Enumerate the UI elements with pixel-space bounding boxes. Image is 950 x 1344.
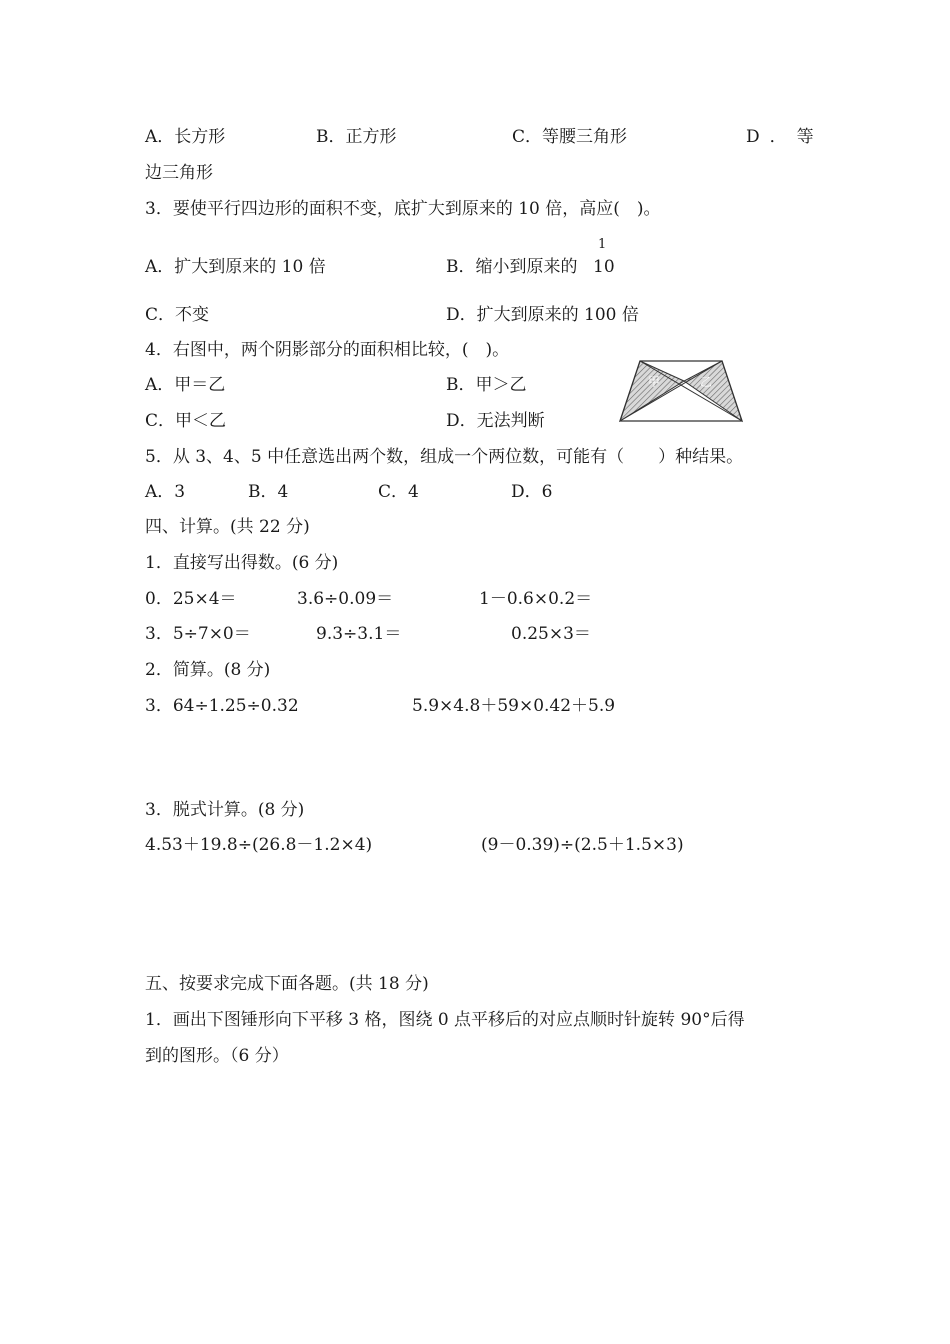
calc-r1-1: 0．25×4＝ bbox=[145, 589, 237, 609]
section5-part1-line1: 1．画出下图锤形向下平移 3 格，图绕 0 点平移后的对应点顺时针旋转 90°后得 bbox=[145, 1010, 745, 1030]
q4-stem: 4．右图中，两个阴影部分的面积相比较，( )。 bbox=[145, 340, 510, 360]
calc-r2-1: 3．5÷7×0＝ bbox=[145, 624, 251, 644]
q5-stem: 5．从 3、4、5 中任意选出两个数，组成一个两位数，可能有（ ）种结果。 bbox=[145, 447, 744, 467]
q3-stem: 3．要使平行四边形的面积不变，底扩大到原来的 10 倍，高应( )。 bbox=[145, 199, 661, 219]
label-jia: 甲 bbox=[648, 375, 661, 389]
section4-part2-title: 2．简算。(8 分) bbox=[145, 660, 271, 680]
trapezoid-figure bbox=[616, 356, 746, 426]
q3-option-d: D．扩大到原来的 100 倍 bbox=[446, 305, 639, 325]
q4-option-d: D．无法判断 bbox=[446, 411, 545, 431]
simplify-item-1: 3．64÷1.25÷0.32 bbox=[145, 696, 299, 716]
label-yi: 乙 bbox=[700, 375, 713, 389]
q2-option-c: C．等腰三角形 bbox=[512, 127, 628, 147]
q4-option-a: A．甲＝乙 bbox=[145, 375, 226, 395]
calc-r2-3: 0.25×3＝ bbox=[511, 624, 591, 644]
q2-option-d-prefix: D．等 bbox=[746, 127, 824, 147]
q5-option-b: B．4 bbox=[248, 482, 289, 502]
simplify-item-2: 5.9×4.8＋59×0.42＋5.9 bbox=[412, 696, 616, 716]
calc-r2-2: 9.3÷3.1＝ bbox=[316, 624, 402, 644]
q2-option-a: A．长方形 bbox=[145, 127, 226, 147]
q5-option-c: C．4 bbox=[378, 482, 419, 502]
q2-option-b: B．正方形 bbox=[316, 127, 397, 147]
q3-option-a: A．扩大到原来的 10 倍 bbox=[145, 257, 326, 277]
q5-option-a: A．3 bbox=[145, 482, 186, 502]
calc-r1-2: 3.6÷0.09＝ bbox=[297, 589, 394, 609]
section4-title: 四、计算。(共 22 分) bbox=[145, 517, 310, 537]
q4-option-c: C．甲＜乙 bbox=[145, 411, 227, 431]
q2-option-d-wrap: 边三角形 bbox=[145, 163, 213, 183]
section4-part3-title: 3．脱式计算。(8 分) bbox=[145, 800, 305, 820]
section5-part1-line2: 到的图形。（6 分） bbox=[145, 1046, 289, 1066]
q4-option-b: B．甲＞乙 bbox=[446, 375, 527, 395]
q5-option-d: D．6 bbox=[511, 482, 553, 502]
q3-fraction-denominator: 10 bbox=[593, 257, 615, 277]
q3-fraction-numerator: 1 bbox=[598, 237, 607, 252]
q3-option-c: C．不变 bbox=[145, 305, 210, 325]
stepwise-item-2: (9－0.39)÷(2.5＋1.5×3) bbox=[481, 835, 684, 855]
stepwise-item-1: 4.53＋19.8÷(26.8－1.2×4) bbox=[145, 835, 373, 855]
calc-r1-3: 1－0.6×0.2＝ bbox=[479, 589, 593, 609]
section4-part1-title: 1．直接写出得数。(6 分) bbox=[145, 553, 339, 573]
shaded-triangle-right bbox=[684, 361, 742, 421]
q3-option-b: B．缩小到原来的 bbox=[446, 257, 578, 277]
section5-title: 五、按要求完成下面各题。(共 18 分) bbox=[145, 974, 429, 994]
